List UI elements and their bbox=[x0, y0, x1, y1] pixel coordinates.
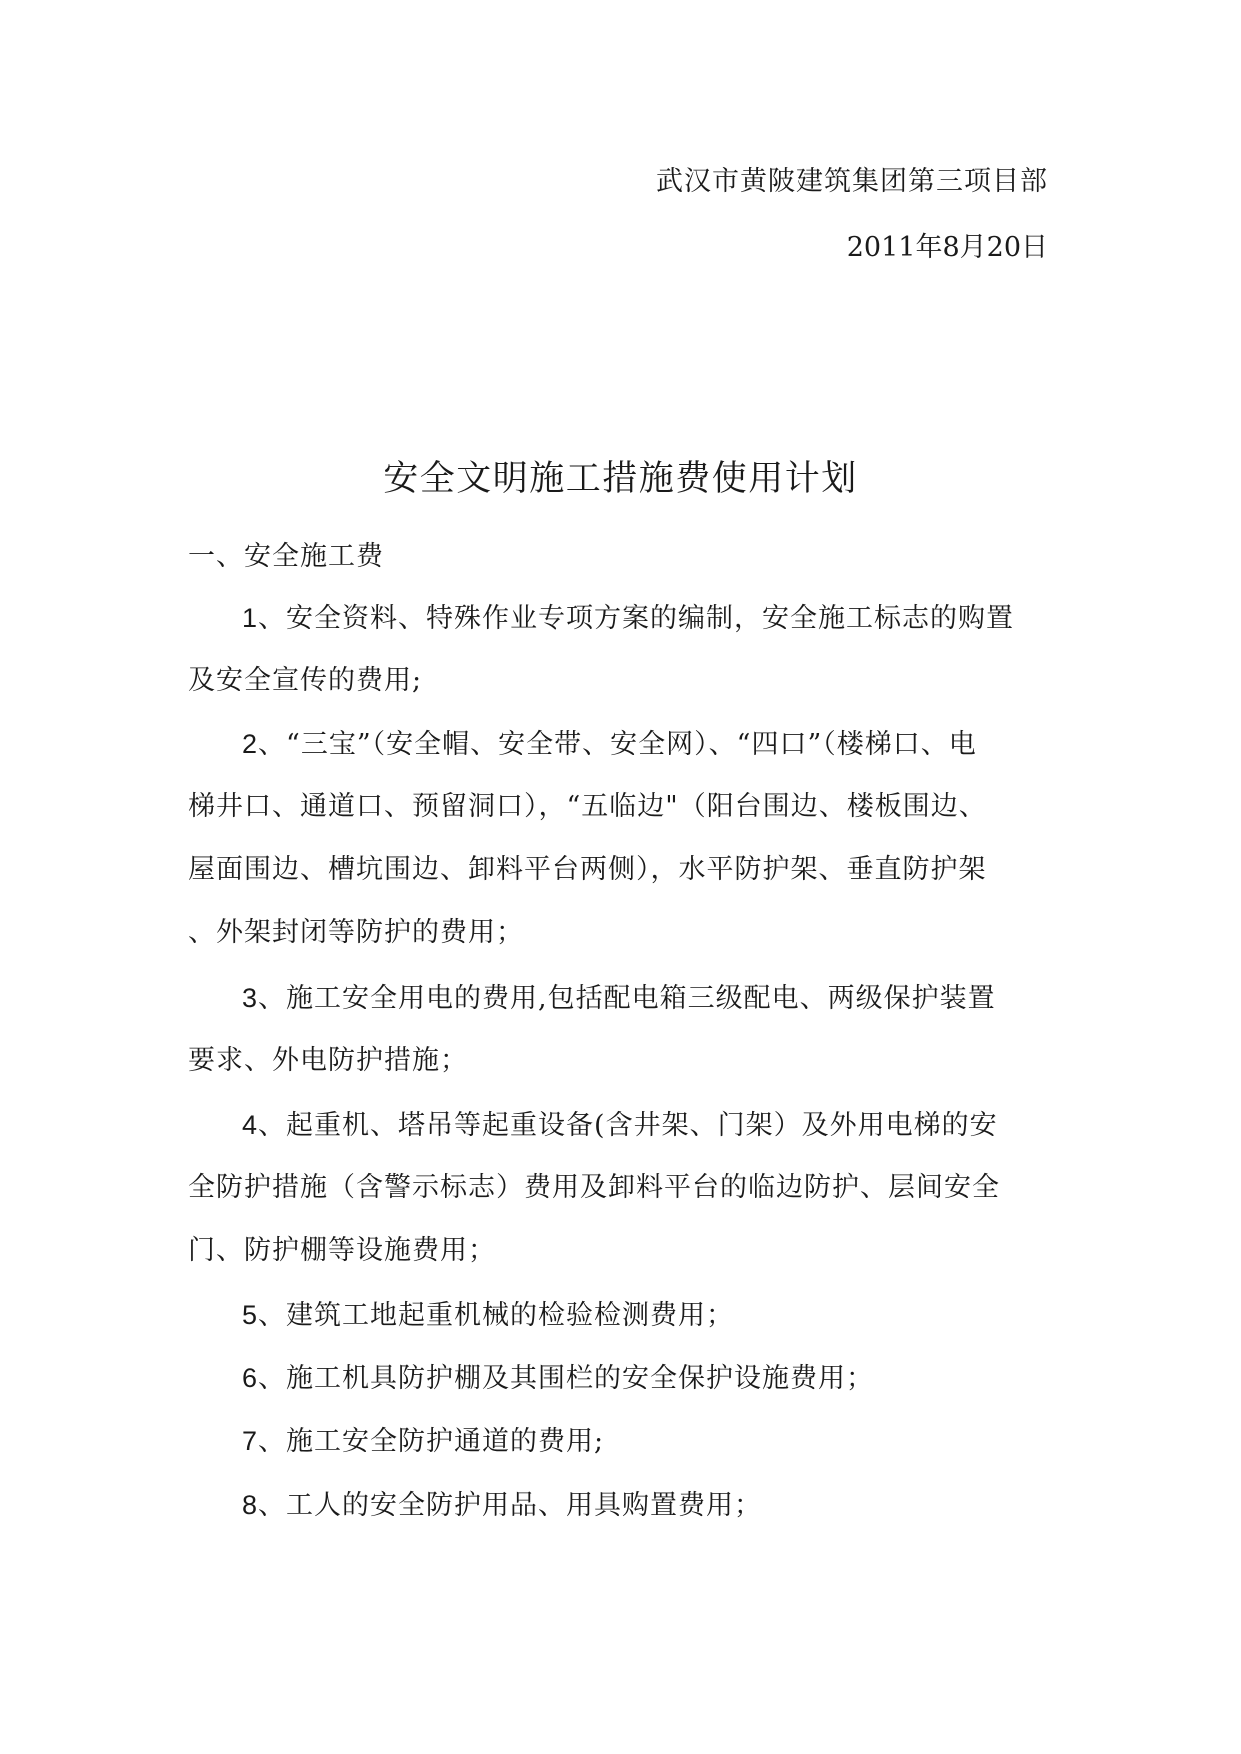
document-date: 2011年8月20日 bbox=[846, 232, 1048, 263]
item-number: 7 bbox=[242, 1426, 259, 1456]
item-line bbox=[242, 978, 996, 1019]
item-line bbox=[242, 1485, 762, 1526]
item-text: 、建筑工地起重机械的检验检测费用； bbox=[258, 1300, 735, 1331]
item-text: 、施工安全用电的费用,包括配电箱三级配电、两级保护装置 bbox=[258, 983, 996, 1014]
item-number: 5 bbox=[242, 1300, 259, 1330]
item-line bbox=[242, 598, 1014, 639]
item-number: 4 bbox=[242, 1110, 259, 1140]
item-number: 2 bbox=[242, 729, 259, 759]
document-title: 安全文明施工措施费使用计划 bbox=[383, 459, 858, 499]
item-line: 及安全宣传的费用; bbox=[188, 665, 423, 696]
item-line bbox=[242, 1358, 874, 1399]
item-number: 8 bbox=[242, 1490, 259, 1520]
item-line: 梯井口、通道口、预留洞口），“五临边"（阳台围边、楼板围边、 bbox=[188, 791, 987, 822]
organization-name: 武汉市黄陂建筑集团第三项目部 bbox=[656, 166, 1048, 197]
item-number: 1 bbox=[242, 603, 259, 633]
item-text: 、安全资料、特殊作业专项方案的编制，安全施工标志的购置 bbox=[258, 603, 1015, 634]
item-line: 门、防护棚等设施费用； bbox=[188, 1235, 496, 1266]
item-number: 6 bbox=[242, 1363, 259, 1393]
item-line: 、外架封闭等防护的费用； bbox=[188, 917, 524, 948]
item-line bbox=[242, 1295, 734, 1336]
item-text: 、工人的安全防护用品、用具购置费用； bbox=[258, 1490, 763, 1521]
item-text: 、起重机、塔吊等起重设备(含井架、门架）及外用电梯的安 bbox=[258, 1110, 998, 1141]
item-line: 要求、外电防护措施； bbox=[188, 1045, 468, 1076]
item-text: 、施工安全防护通道的费用; bbox=[258, 1426, 605, 1457]
item-number: 3 bbox=[242, 983, 259, 1013]
item-text: 、施工机具防护棚及其围栏的安全保护设施费用； bbox=[258, 1363, 875, 1394]
section-heading: 一、安全施工费 bbox=[188, 541, 384, 572]
item-line: 屋面围边、槽坑围边、卸料平台两侧），水平防护架、垂直防护架 bbox=[188, 854, 987, 885]
item-line bbox=[242, 1105, 998, 1146]
item-line: 全防护措施（含警示标志）费用及卸料平台的临边防护、层间安全 bbox=[188, 1172, 1000, 1203]
item-text: 、“三宝”（安全帽、安全带、安全网）、“四口”（楼梯口、电 bbox=[258, 729, 977, 760]
item-line bbox=[242, 724, 977, 765]
item-line bbox=[242, 1421, 604, 1462]
